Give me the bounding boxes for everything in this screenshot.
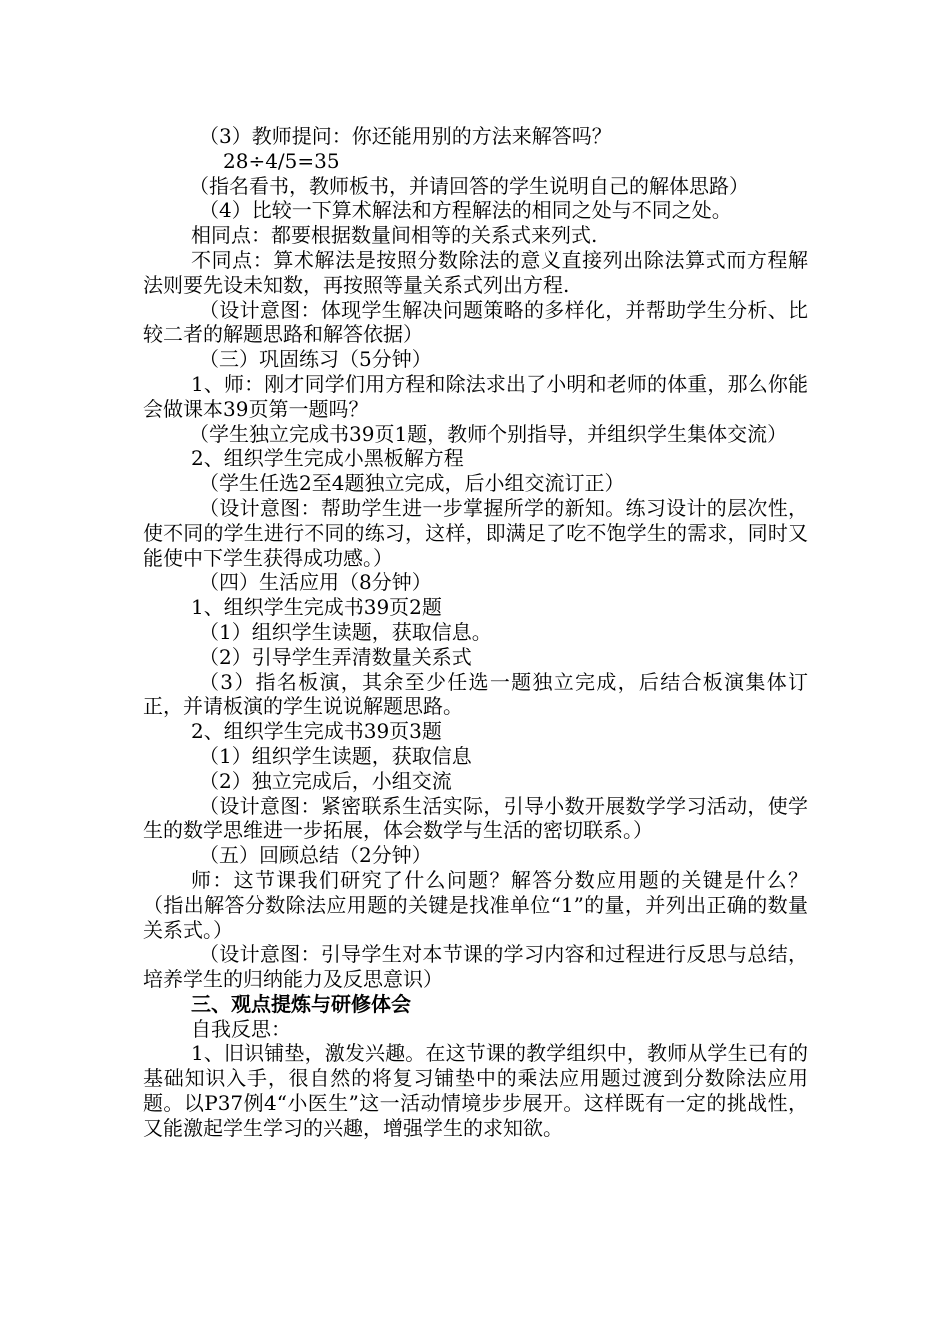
paragraph-teacher-question: （3）教师提问：你还能用别的方法来解答吗？ xyxy=(199,124,612,148)
paragraph-application-2-step-1: （1）组织学生读题，获取信息 xyxy=(199,743,472,768)
paragraph-practice-1-note: （学生独立完成书39页1题，教师个别指导，并组织学生集体交流） xyxy=(189,421,788,446)
paragraph-equation: 28÷4/5=35 xyxy=(223,148,340,173)
paragraph-reflection-1: 1、旧识铺垫，激发兴趣。在这节课的教学组织中，教师从学生已有的基础知识入手，很自然的将复习铺垫中的乘法应用题过渡到分数除法应用题。以P37例4“小医生”这一活动情境步步展开。这样既有一定的挑战性，又能激起学生学习的兴趣，增强学生的求知欲。 xyxy=(143,1041,808,1140)
paragraph-self-reflection-label: 自我反思： xyxy=(191,1016,291,1041)
section-heading-reflection: 三、观点提炼与研修体会 xyxy=(191,991,411,1016)
paragraph-design-intent-1: （设计意图：体现学生解决问题策略的多样化，并帮助学生分析、比较二者的解题思路和解答依据） xyxy=(143,297,808,347)
paragraph-compare-methods: （4）比较一下算术解法和方程解法的相同之处与不同之处。 xyxy=(199,198,732,223)
section-heading-application: （四）生活应用（8分钟） xyxy=(199,570,432,595)
paragraph-application-2: 2、组织学生完成书39页3题 xyxy=(191,719,442,744)
paragraph-application-1-step-2: （2）引导学生弄清数量关系式 xyxy=(199,644,472,669)
paragraph-design-intent-4: （设计意图：引导学生对本节课的学习内容和过程进行反思与总结，培养学生的归纳能力及反思意识） xyxy=(143,942,808,992)
paragraph-difference: 不同点：算术解法是按照分数除法的意义直接列出除法算式而方程解法则要先设未知数，再按照等量关系式列出方程. xyxy=(143,247,808,297)
section-heading-review: （五）回顾总结（2分钟） xyxy=(199,843,432,868)
paragraph-similarity: 相同点：都要根据数量间相等的关系式来列式. xyxy=(191,223,598,248)
section-heading-practice: （三）巩固练习（5分钟） xyxy=(199,347,432,372)
paragraph-application-1-step-1: （1）组织学生读题，获取信息。 xyxy=(199,619,492,644)
document-body xyxy=(143,124,808,1141)
paragraph-board-note: （指名看书，教师板书，并请回答的学生说明自己的解体思路） xyxy=(189,173,749,198)
paragraph-design-intent-3: （设计意图：紧密联系生活实际，引导小数开展数学学习活动，使学生的数学思维进一步拓展，体会数学与生活的密切联系。） xyxy=(143,793,808,843)
paragraph-practice-2: 2、组织学生完成小黑板解方程 xyxy=(191,446,464,471)
paragraph-practice-2-note: （学生任选2至4题独立完成，后小组交流订正） xyxy=(199,471,625,496)
paragraph-application-1: 1、组织学生完成书39页2题 xyxy=(191,595,442,620)
paragraph-practice-1: 1、师：刚才同学们用方程和除法求出了小明和老师的体重，那么你能会做课本39页第一题吗？ xyxy=(143,371,808,421)
paragraph-application-1-step-3: （3）指名板演，其余至少任选一题独立完成，后结合板演集体订正，并请板演的学生说说解题思路。 xyxy=(143,669,808,719)
paragraph-design-intent-2: （设计意图：帮助学生进一步掌握所学的新知。练习设计的层次性，使不同的学生进行不同的练习，这样，即满足了吃不饱学生的需求，同时又能使中下学生获得成功感。） xyxy=(143,495,808,570)
paragraph-review: 师：这节课我们研究了什么问题？解答分数应用题的关键是什么？（指出解答分数除法应用题的关键是找准单位“1”的量，并列出正确的数量关系式。） xyxy=(143,867,808,942)
paragraph-application-2-step-2: （2）独立完成后，小组交流 xyxy=(199,768,452,793)
